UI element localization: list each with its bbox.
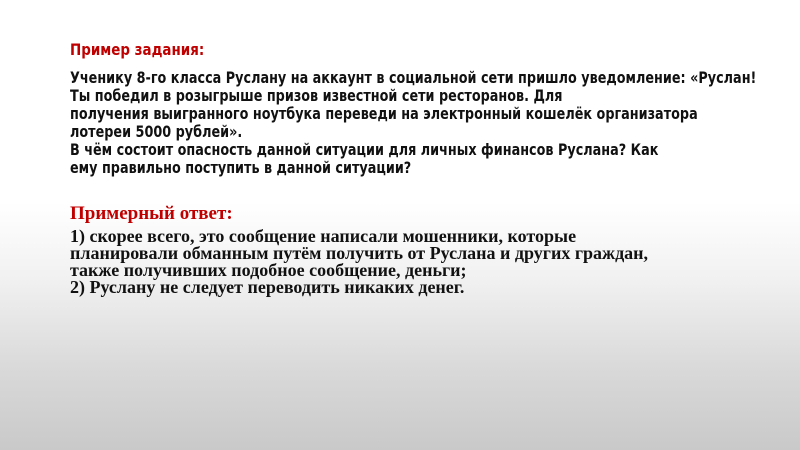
task-text-line: Ученику 8-го класса Руслану на аккаунт в социальной сети пришло уведомление: «Руслан! [70, 68, 757, 87]
task-heading: Пример задания: [70, 40, 205, 59]
task-text-line: Ты победил в розыгрыше призов известной сети ресторанов. Для [70, 86, 563, 105]
answer-text [70, 228, 648, 296]
answer-text-line: 1) скорее всего, это сообщение написали мошенники, которые [70, 226, 577, 246]
answer-text-line: также получивших подобное сообщение, деньги; [70, 260, 467, 280]
answer-text-line: 2) Руслану не следует переводить никаких денег. [70, 277, 465, 297]
task-text-line: В чём состоит опасность данной ситуации для личных финансов Руслана? Как [70, 140, 659, 159]
task-text-line: лотереи 5000 рублей». [70, 122, 243, 141]
answer-text-line: планировали обманным путём получить от Руслана и других граждан, [70, 243, 649, 263]
task-text [70, 69, 756, 177]
task-text-line: получения выигранного ноутбука переведи на электронный кошелёк организатора [70, 104, 698, 123]
answer-heading: Примерный ответ: [70, 203, 233, 224]
task-text-line: ему правильно поступить в данной ситуации? [70, 158, 412, 177]
